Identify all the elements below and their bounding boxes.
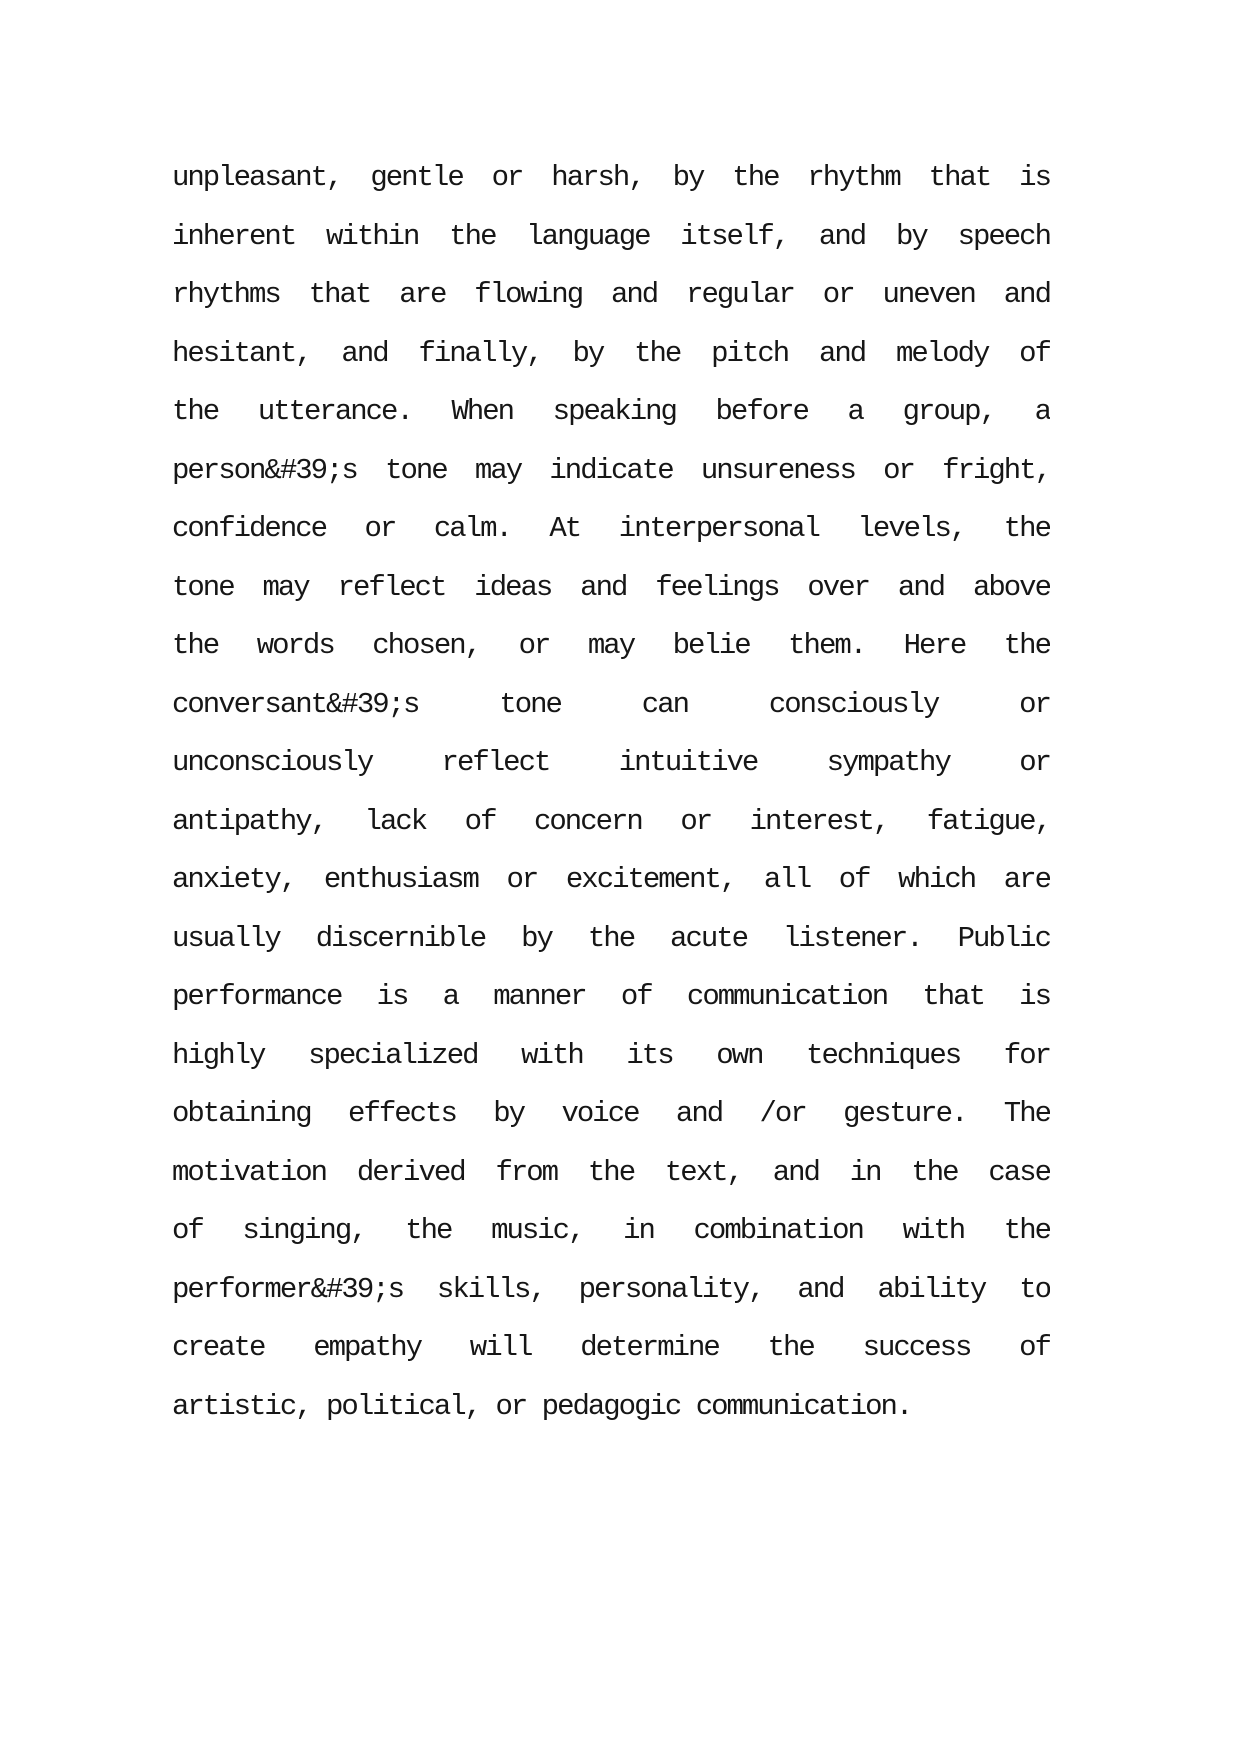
text-line: performance is a manner of communication that is	[172, 980, 1050, 1013]
text-line: artistic, political, or pedagogic communication.	[172, 1389, 912, 1423]
text-line: obtaining effects by voice and /or gesture. The	[172, 1097, 1050, 1130]
text-line: unconsciously reflect intuitive sympathy or	[172, 746, 1050, 779]
text-line: anxiety, enthusiasm or excitement, all of which are	[172, 863, 1050, 896]
text-line: antipathy, lack of concern or interest, fatigue,	[172, 804, 1050, 838]
text-line: hesitant, and finally, by the pitch and melody of	[172, 336, 1050, 370]
text-line: inherent within the language itself, and by speech	[172, 219, 1050, 253]
text-line: the utterance. When speaking before a group, a	[172, 395, 1050, 428]
text-line: motivation derived from the text, and in the case	[172, 1155, 1050, 1189]
text-line: highly specialized with its own techniques for	[172, 1038, 1050, 1072]
text-line: conversant&#39;s tone can consciously or	[172, 687, 1050, 721]
text-line: unpleasant, gentle or harsh, by the rhythm that is	[172, 161, 1050, 194]
text-line: confidence or calm. At interpersonal levels, the	[172, 512, 1050, 545]
text-line: usually discernible by the acute listener. Public	[172, 921, 1050, 955]
text-line: person&#39;s tone may indicate unsureness or fright,	[172, 453, 1050, 487]
paragraph	[172, 149, 1050, 1436]
text-line: the words chosen, or may belie them. Here the	[172, 629, 1050, 662]
text-line: performer&#39;s skills, personality, and ability to	[172, 1272, 1050, 1306]
text-line: of singing, the music, in combination with the	[172, 1214, 1050, 1247]
text-line: create empathy will determine the success of	[172, 1331, 1050, 1364]
text-line: rhythms that are flowing and regular or uneven and	[172, 278, 1050, 311]
text-line: tone may reflect ideas and feelings over and above	[172, 570, 1050, 604]
